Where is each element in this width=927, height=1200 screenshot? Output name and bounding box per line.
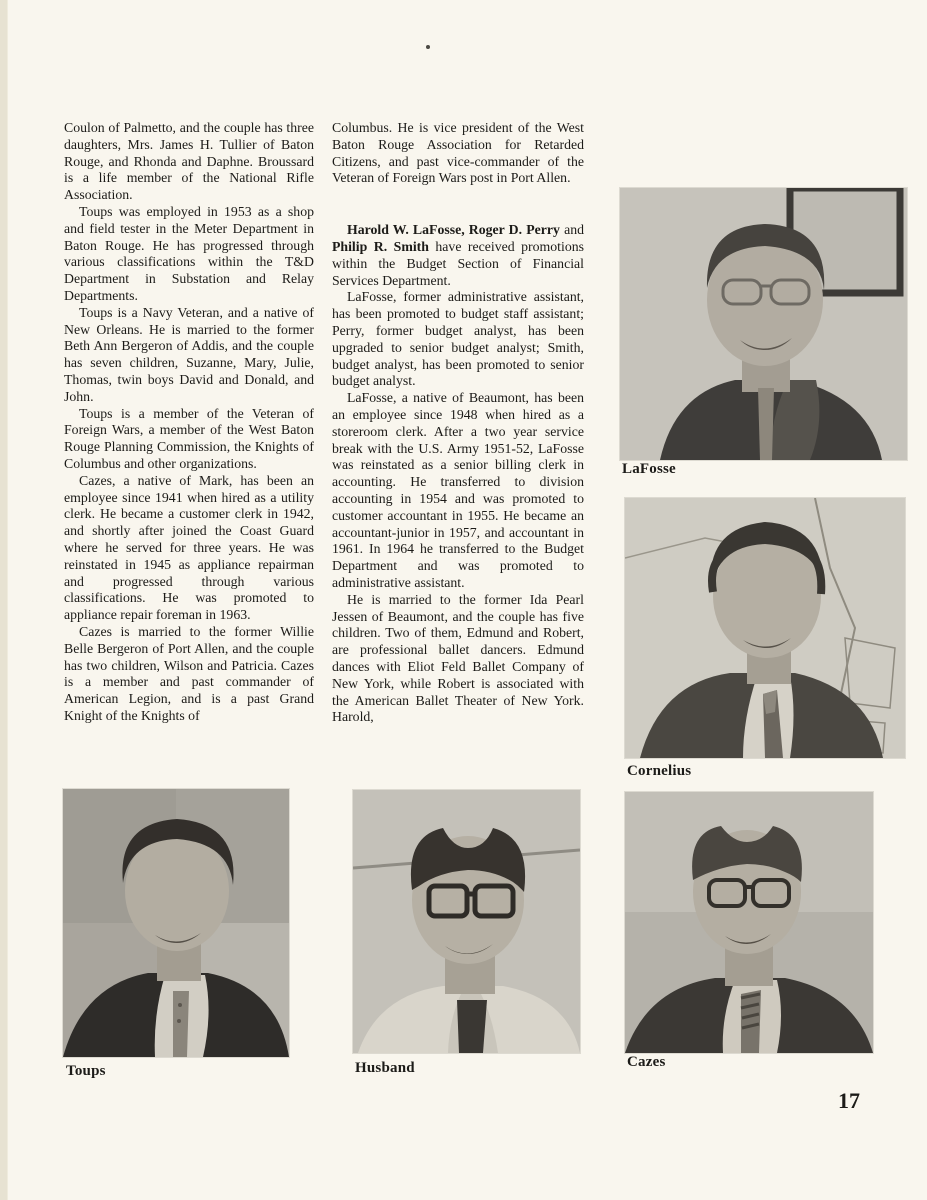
- photo-caption-lafosse: LaFosse: [622, 461, 676, 477]
- paragraph-cazes-married: Cazes is married to the former Willie Belle Bergeron of Port Allen, and the couple has two children, Wilson and Patricia. Cazes is a member and past commander of American Legion, and is a past Grand Knight of the Knights of: [64, 623, 314, 723]
- page-number: 17: [838, 1088, 860, 1113]
- lafosse-photo: [620, 188, 907, 460]
- paragraph-coulon: Coulon of Palmetto, and the couple has three daughters, Mrs. James H. Tullier of Baton Rouge, and Rhonda and Daphne. Broussard is a life member of the National Rifle Association.: [64, 120, 314, 203]
- cazes-photo: [625, 792, 873, 1053]
- photo-caption-cornelius: Cornelius: [627, 763, 692, 779]
- paragraph-lafosse-family: He is married to the former Ida Pearl Jessen of Beaumont, and the couple has five children. Two of them, Edmund and Robert, are professional ballet dancers. Edmund dances with Eliot Feld Ballet Company of New York, while Robert is associated with the American Ballet Theater of New York. Harold,: [332, 591, 584, 725]
- bold-name-smith: Philip R. Smith: [332, 238, 429, 254]
- photo-caption-husband: Husband: [355, 1060, 415, 1076]
- toups-portrait-image: [63, 789, 289, 1057]
- paragraph-toups-navy: Toups is a Navy Veteran, and a native of New Orleans. He is married to the former Beth Ann Bergeron of Addis, and the couple has seven children, Suzanne, Mary, Julie, Thomas, twin boys David and Donald, and John.: [64, 304, 314, 404]
- cornelius-photo: [625, 498, 905, 758]
- text-column-middle: [332, 120, 584, 726]
- paragraph-toups-employed: Toups was employed in 1953 as a shop and field tester in the Meter Department in Baton Rouge. He has progressed through various classifications within the T&D Department in Substation and Relay Departments.: [64, 203, 314, 303]
- paragraph-toups-member: Toups is a member of the Veteran of Foreign Wars, a member of the West Baton Rouge Planning Commission, the Knights of Columbus and other organizations.: [64, 405, 314, 471]
- paragraph-promotions-intro: [332, 222, 584, 289]
- photo-caption-toups: Toups: [66, 1063, 106, 1079]
- bold-names-lafosse-perry: Harold W. LaFosse, Roger D. Perry: [347, 222, 560, 238]
- promotions-rest-text: have received promotions within the Budget Section of Financial Services Department.: [332, 238, 584, 288]
- paragraph-cazes-native: Cazes, a native of Mark, has been an employee since 1941 when hired as a utility clerk. He became a customer clerk in 1942, and shortly after joined the Coast Guard where he served for three years. He was reinstated in 1945 as appliance repairman and progressed through various classifications. He was promoted to appliance repair foreman in 1963.: [64, 472, 314, 623]
- scan-speck: [426, 45, 430, 49]
- husband-photo: [353, 790, 580, 1053]
- cazes-portrait-image: [625, 792, 873, 1053]
- text-column-left: [64, 120, 314, 725]
- husband-portrait-image: [353, 790, 580, 1053]
- paragraph-columbus-continued: Columbus. He is vice president of the West Baton Rouge Association for Retarded Citizens, and past vice-commander of the Veteran of Foreign Wars post in Port Allen.: [332, 120, 584, 186]
- toups-photo: [63, 789, 289, 1057]
- photo-caption-cazes: Cazes: [627, 1054, 666, 1070]
- cornelius-portrait-image: [625, 498, 905, 758]
- page-left-edge-shadow: [0, 0, 8, 1200]
- connector-text: and: [559, 222, 584, 238]
- lafosse-portrait-image: [620, 188, 907, 460]
- paragraph-lafosse-promoted: LaFosse, former administrative assistant, has been promoted to budget staff assistant; Perry, former budget analyst, has been upgraded to senior budget analyst; Smith, budget analyst, has been promoted to senior budget analyst.: [332, 289, 584, 389]
- paragraph-lafosse-history: LaFosse, a native of Beaumont, has been an employee since 1948 when hired as a storeroom clerk. After a two year service break with the U.S. Army 1951-52, LaFosse was reinstated as a senior billing clerk in accounting. He transferred to division accounting in 1954 and was promoted to customer accountant in 1955. He became an accountant-junior in 1957, and accountant in 1961. In 1964 he transferred to the Budget Department and was promoted to administrative assistant.: [332, 390, 584, 590]
